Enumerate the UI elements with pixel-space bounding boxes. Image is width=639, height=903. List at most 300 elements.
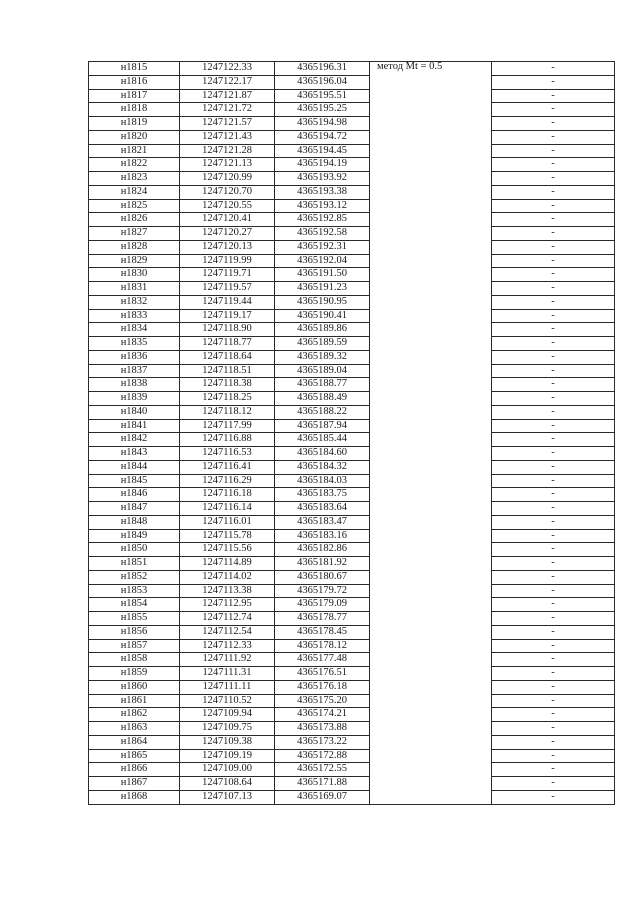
point-number-cell: н1815 [89, 62, 180, 76]
coordinates-table [88, 61, 615, 805]
table-row [89, 254, 615, 268]
point-number-cell: н1844 [89, 460, 180, 474]
point-number-cell: н1856 [89, 625, 180, 639]
table-row [89, 667, 615, 681]
note-cell: - [492, 117, 615, 131]
method-cell-empty [370, 103, 492, 117]
x-coordinate-cell: 1247116.29 [180, 474, 275, 488]
y-coordinate-cell: 4365178.77 [275, 612, 370, 626]
point-number-cell: н1822 [89, 158, 180, 172]
y-coordinate-cell: 4365193.38 [275, 185, 370, 199]
x-coordinate-cell: 1247119.44 [180, 295, 275, 309]
x-coordinate-cell: 1247122.33 [180, 62, 275, 76]
method-cell-empty [370, 625, 492, 639]
table-row [89, 405, 615, 419]
note-cell: - [492, 227, 615, 241]
x-coordinate-cell: 1247119.99 [180, 254, 275, 268]
point-number-cell: н1867 [89, 777, 180, 791]
y-coordinate-cell: 4365188.49 [275, 392, 370, 406]
point-number-cell: н1818 [89, 103, 180, 117]
point-number-cell: н1817 [89, 89, 180, 103]
note-cell: - [492, 392, 615, 406]
y-coordinate-cell: 4365194.19 [275, 158, 370, 172]
point-number-cell: н1829 [89, 254, 180, 268]
y-coordinate-cell: 4365183.16 [275, 529, 370, 543]
x-coordinate-cell: 1247118.38 [180, 378, 275, 392]
x-coordinate-cell: 1247118.25 [180, 392, 275, 406]
point-number-cell: н1820 [89, 130, 180, 144]
note-cell: - [492, 790, 615, 804]
method-cell-empty [370, 529, 492, 543]
method-cell-empty [370, 474, 492, 488]
note-cell: - [492, 460, 615, 474]
note-cell: - [492, 282, 615, 296]
table-row [89, 240, 615, 254]
y-coordinate-cell: 4365176.18 [275, 680, 370, 694]
method-cell-empty [370, 557, 492, 571]
x-coordinate-cell: 1247112.74 [180, 612, 275, 626]
x-coordinate-cell: 1247111.11 [180, 680, 275, 694]
y-coordinate-cell: 4365178.45 [275, 625, 370, 639]
table-row [89, 763, 615, 777]
x-coordinate-cell: 1247120.41 [180, 213, 275, 227]
y-coordinate-cell: 4365194.45 [275, 144, 370, 158]
method-cell-empty [370, 282, 492, 296]
note-cell: - [492, 488, 615, 502]
y-coordinate-cell: 4365185.44 [275, 433, 370, 447]
x-coordinate-cell: 1247121.13 [180, 158, 275, 172]
point-number-cell: н1819 [89, 117, 180, 131]
x-coordinate-cell: 1247121.57 [180, 117, 275, 131]
table-row [89, 213, 615, 227]
y-coordinate-cell: 4365188.77 [275, 378, 370, 392]
point-number-cell: н1834 [89, 323, 180, 337]
point-number-cell: н1840 [89, 405, 180, 419]
y-coordinate-cell: 4365190.95 [275, 295, 370, 309]
method-cell-empty [370, 350, 492, 364]
method-cell-empty [370, 323, 492, 337]
note-cell: - [492, 75, 615, 89]
method-cell-empty [370, 199, 492, 213]
point-number-cell: н1827 [89, 227, 180, 241]
x-coordinate-cell: 1247112.54 [180, 625, 275, 639]
y-coordinate-cell: 4365182.86 [275, 543, 370, 557]
table-row [89, 75, 615, 89]
method-cell-empty [370, 309, 492, 323]
x-coordinate-cell: 1247120.70 [180, 185, 275, 199]
point-number-cell: н1821 [89, 144, 180, 158]
point-number-cell: н1859 [89, 667, 180, 681]
table-row [89, 584, 615, 598]
point-number-cell: н1832 [89, 295, 180, 309]
note-cell: - [492, 598, 615, 612]
x-coordinate-cell: 1247115.56 [180, 543, 275, 557]
table-row [89, 130, 615, 144]
y-coordinate-cell: 4365194.72 [275, 130, 370, 144]
note-cell: - [492, 213, 615, 227]
method-cell-empty [370, 447, 492, 461]
y-coordinate-cell: 4365183.75 [275, 488, 370, 502]
point-number-cell: н1841 [89, 419, 180, 433]
y-coordinate-cell: 4365189.86 [275, 323, 370, 337]
note-cell: - [492, 474, 615, 488]
table-row [89, 694, 615, 708]
y-coordinate-cell: 4365194.98 [275, 117, 370, 131]
table-row [89, 323, 615, 337]
y-coordinate-cell: 4365192.58 [275, 227, 370, 241]
note-cell: - [492, 612, 615, 626]
method-cell-empty [370, 185, 492, 199]
y-coordinate-cell: 4365179.72 [275, 584, 370, 598]
y-coordinate-cell: 4365189.04 [275, 364, 370, 378]
x-coordinate-cell: 1247121.72 [180, 103, 275, 117]
note-cell: - [492, 529, 615, 543]
y-coordinate-cell: 4365173.88 [275, 722, 370, 736]
method-cell-empty [370, 364, 492, 378]
point-number-cell: н1836 [89, 350, 180, 364]
x-coordinate-cell: 1247120.55 [180, 199, 275, 213]
y-coordinate-cell: 4365190.41 [275, 309, 370, 323]
y-coordinate-cell: 4365195.51 [275, 89, 370, 103]
table-row [89, 777, 615, 791]
method-cell-empty [370, 75, 492, 89]
point-number-cell: н1848 [89, 515, 180, 529]
table-row [89, 199, 615, 213]
method-cell-empty [370, 694, 492, 708]
y-coordinate-cell: 4365191.23 [275, 282, 370, 296]
point-number-cell: н1851 [89, 557, 180, 571]
table-row [89, 488, 615, 502]
y-coordinate-cell: 4365188.22 [275, 405, 370, 419]
table-row [89, 282, 615, 296]
method-cell: метод Mt = 0.5 [370, 62, 492, 76]
y-coordinate-cell: 4365196.31 [275, 62, 370, 76]
note-cell: - [492, 722, 615, 736]
x-coordinate-cell: 1247109.19 [180, 749, 275, 763]
y-coordinate-cell: 4365178.12 [275, 639, 370, 653]
point-number-cell: н1849 [89, 529, 180, 543]
note-cell: - [492, 667, 615, 681]
table-row [89, 722, 615, 736]
note-cell: - [492, 433, 615, 447]
method-cell-empty [370, 392, 492, 406]
table-row [89, 529, 615, 543]
method-cell-empty [370, 543, 492, 557]
x-coordinate-cell: 1247109.38 [180, 735, 275, 749]
method-cell-empty [370, 653, 492, 667]
table-row [89, 543, 615, 557]
method-cell-empty [370, 172, 492, 186]
method-cell-empty [370, 763, 492, 777]
method-cell-empty [370, 515, 492, 529]
x-coordinate-cell: 1247116.14 [180, 502, 275, 516]
table-row [89, 708, 615, 722]
note-cell: - [492, 708, 615, 722]
note-cell: - [492, 543, 615, 557]
x-coordinate-cell: 1247118.64 [180, 350, 275, 364]
note-cell: - [492, 103, 615, 117]
method-cell-empty [370, 130, 492, 144]
table-row [89, 103, 615, 117]
y-coordinate-cell: 4365175.20 [275, 694, 370, 708]
y-coordinate-cell: 4365183.47 [275, 515, 370, 529]
note-cell: - [492, 680, 615, 694]
point-number-cell: н1858 [89, 653, 180, 667]
x-coordinate-cell: 1247109.00 [180, 763, 275, 777]
note-cell: - [492, 749, 615, 763]
table-row [89, 295, 615, 309]
x-coordinate-cell: 1247114.02 [180, 570, 275, 584]
x-coordinate-cell: 1247118.12 [180, 405, 275, 419]
y-coordinate-cell: 4365189.32 [275, 350, 370, 364]
method-cell-empty [370, 405, 492, 419]
x-coordinate-cell: 1247118.77 [180, 337, 275, 351]
note-cell: - [492, 130, 615, 144]
y-coordinate-cell: 4365179.09 [275, 598, 370, 612]
point-number-cell: н1843 [89, 447, 180, 461]
point-number-cell: н1835 [89, 337, 180, 351]
method-cell-empty [370, 708, 492, 722]
y-coordinate-cell: 4365172.55 [275, 763, 370, 777]
x-coordinate-cell: 1247115.78 [180, 529, 275, 543]
coordinates-table-body [89, 62, 615, 805]
method-cell-empty [370, 268, 492, 282]
method-cell-empty [370, 777, 492, 791]
y-coordinate-cell: 4365184.32 [275, 460, 370, 474]
note-cell: - [492, 309, 615, 323]
point-number-cell: н1852 [89, 570, 180, 584]
point-number-cell: н1828 [89, 240, 180, 254]
table-row [89, 378, 615, 392]
method-cell-empty [370, 213, 492, 227]
point-number-cell: н1850 [89, 543, 180, 557]
y-coordinate-cell: 4365181.92 [275, 557, 370, 571]
note-cell: - [492, 735, 615, 749]
table-row [89, 62, 615, 76]
table-row [89, 350, 615, 364]
table-row [89, 227, 615, 241]
point-number-cell: н1831 [89, 282, 180, 296]
point-number-cell: н1846 [89, 488, 180, 502]
table-row [89, 570, 615, 584]
table-row [89, 185, 615, 199]
method-cell-empty [370, 378, 492, 392]
y-coordinate-cell: 4365195.25 [275, 103, 370, 117]
table-row [89, 158, 615, 172]
x-coordinate-cell: 1247119.57 [180, 282, 275, 296]
x-coordinate-cell: 1247110.52 [180, 694, 275, 708]
method-cell-empty [370, 144, 492, 158]
note-cell: - [492, 199, 615, 213]
note-cell: - [492, 144, 615, 158]
y-coordinate-cell: 4365177.48 [275, 653, 370, 667]
x-coordinate-cell: 1247107.13 [180, 790, 275, 804]
note-cell: - [492, 185, 615, 199]
note-cell: - [492, 240, 615, 254]
x-coordinate-cell: 1247112.33 [180, 639, 275, 653]
x-coordinate-cell: 1247109.75 [180, 722, 275, 736]
point-number-cell: н1845 [89, 474, 180, 488]
point-number-cell: н1853 [89, 584, 180, 598]
y-coordinate-cell: 4365169.07 [275, 790, 370, 804]
x-coordinate-cell: 1247116.41 [180, 460, 275, 474]
method-cell-empty [370, 295, 492, 309]
table-row [89, 557, 615, 571]
x-coordinate-cell: 1247108.64 [180, 777, 275, 791]
point-number-cell: н1855 [89, 612, 180, 626]
method-cell-empty [370, 667, 492, 681]
y-coordinate-cell: 4365193.12 [275, 199, 370, 213]
table-row [89, 117, 615, 131]
x-coordinate-cell: 1247120.27 [180, 227, 275, 241]
point-number-cell: н1833 [89, 309, 180, 323]
table-row [89, 460, 615, 474]
method-cell-empty [370, 749, 492, 763]
note-cell: - [492, 502, 615, 516]
table-row [89, 172, 615, 186]
note-cell: - [492, 323, 615, 337]
point-number-cell: н1862 [89, 708, 180, 722]
y-coordinate-cell: 4365193.92 [275, 172, 370, 186]
note-cell: - [492, 62, 615, 76]
x-coordinate-cell: 1247114.89 [180, 557, 275, 571]
point-number-cell: н1824 [89, 185, 180, 199]
y-coordinate-cell: 4365174.21 [275, 708, 370, 722]
note-cell: - [492, 515, 615, 529]
x-coordinate-cell: 1247119.71 [180, 268, 275, 282]
table-row [89, 598, 615, 612]
point-number-cell: н1839 [89, 392, 180, 406]
note-cell: - [492, 350, 615, 364]
note-cell: - [492, 172, 615, 186]
point-number-cell: н1816 [89, 75, 180, 89]
y-coordinate-cell: 4365176.51 [275, 667, 370, 681]
method-cell-empty [370, 680, 492, 694]
note-cell: - [492, 653, 615, 667]
note-cell: - [492, 447, 615, 461]
point-number-cell: н1860 [89, 680, 180, 694]
point-number-cell: н1864 [89, 735, 180, 749]
note-cell: - [492, 295, 615, 309]
x-coordinate-cell: 1247116.53 [180, 447, 275, 461]
method-cell-empty [370, 612, 492, 626]
note-cell: - [492, 625, 615, 639]
note-cell: - [492, 557, 615, 571]
method-cell-empty [370, 460, 492, 474]
point-number-cell: н1838 [89, 378, 180, 392]
note-cell: - [492, 763, 615, 777]
method-cell-empty [370, 502, 492, 516]
method-cell-empty [370, 735, 492, 749]
x-coordinate-cell: 1247116.88 [180, 433, 275, 447]
point-number-cell: н1837 [89, 364, 180, 378]
y-coordinate-cell: 4365192.85 [275, 213, 370, 227]
x-coordinate-cell: 1247121.87 [180, 89, 275, 103]
note-cell: - [492, 89, 615, 103]
method-cell-empty [370, 584, 492, 598]
point-number-cell: н1823 [89, 172, 180, 186]
method-cell-empty [370, 488, 492, 502]
point-number-cell: н1857 [89, 639, 180, 653]
table-row [89, 653, 615, 667]
note-cell: - [492, 584, 615, 598]
method-cell-empty [370, 337, 492, 351]
table-row [89, 364, 615, 378]
note-cell: - [492, 405, 615, 419]
point-number-cell: н1854 [89, 598, 180, 612]
y-coordinate-cell: 4365173.22 [275, 735, 370, 749]
x-coordinate-cell: 1247120.13 [180, 240, 275, 254]
point-number-cell: н1866 [89, 763, 180, 777]
x-coordinate-cell: 1247109.94 [180, 708, 275, 722]
method-cell-empty [370, 598, 492, 612]
y-coordinate-cell: 4365191.50 [275, 268, 370, 282]
table-row [89, 447, 615, 461]
point-number-cell: н1842 [89, 433, 180, 447]
x-coordinate-cell: 1247113.38 [180, 584, 275, 598]
y-coordinate-cell: 4365184.60 [275, 447, 370, 461]
table-row [89, 144, 615, 158]
note-cell: - [492, 364, 615, 378]
y-coordinate-cell: 4365192.04 [275, 254, 370, 268]
table-row [89, 612, 615, 626]
note-cell: - [492, 378, 615, 392]
y-coordinate-cell: 4365184.03 [275, 474, 370, 488]
method-cell-empty [370, 117, 492, 131]
x-coordinate-cell: 1247111.92 [180, 653, 275, 667]
point-number-cell: н1861 [89, 694, 180, 708]
method-cell-empty [370, 254, 492, 268]
table-row [89, 790, 615, 804]
x-coordinate-cell: 1247119.17 [180, 309, 275, 323]
point-number-cell: н1847 [89, 502, 180, 516]
note-cell: - [492, 254, 615, 268]
note-cell: - [492, 777, 615, 791]
note-cell: - [492, 694, 615, 708]
x-coordinate-cell: 1247116.18 [180, 488, 275, 502]
method-cell-empty [370, 240, 492, 254]
table-row [89, 502, 615, 516]
table-row [89, 268, 615, 282]
method-cell-empty [370, 639, 492, 653]
method-cell-empty [370, 89, 492, 103]
y-coordinate-cell: 4365172.88 [275, 749, 370, 763]
y-coordinate-cell: 4365189.59 [275, 337, 370, 351]
x-coordinate-cell: 1247117.99 [180, 419, 275, 433]
note-cell: - [492, 570, 615, 584]
x-coordinate-cell: 1247120.99 [180, 172, 275, 186]
note-cell: - [492, 268, 615, 282]
y-coordinate-cell: 4365171.88 [275, 777, 370, 791]
table-row [89, 419, 615, 433]
method-cell-empty [370, 790, 492, 804]
point-number-cell: н1826 [89, 213, 180, 227]
table-row [89, 749, 615, 763]
y-coordinate-cell: 4365180.67 [275, 570, 370, 584]
method-cell-empty [370, 570, 492, 584]
method-cell-empty [370, 158, 492, 172]
method-cell-empty [370, 722, 492, 736]
table-row [89, 680, 615, 694]
point-number-cell: н1825 [89, 199, 180, 213]
x-coordinate-cell: 1247118.51 [180, 364, 275, 378]
x-coordinate-cell: 1247116.01 [180, 515, 275, 529]
table-row [89, 735, 615, 749]
x-coordinate-cell: 1247112.95 [180, 598, 275, 612]
table-row [89, 625, 615, 639]
x-coordinate-cell: 1247121.28 [180, 144, 275, 158]
table-row [89, 309, 615, 323]
